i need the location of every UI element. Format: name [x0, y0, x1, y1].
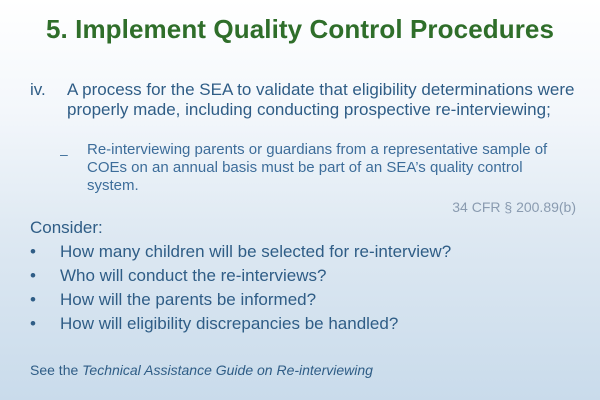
bullet-icon: •: [30, 242, 36, 261]
bullet-icon: •: [30, 314, 36, 333]
item-text: A process for the SEA to validate that eligibility determinations were properly made, including conducting prospective re-interviewing;: [67, 80, 575, 119]
item-marker: iv.: [30, 80, 46, 99]
bullet-icon: •: [30, 266, 36, 285]
guide-title: Technical Assistance Guide on Re-interviewing: [82, 362, 373, 378]
list-item-text: How will the parents be informed?: [60, 290, 317, 309]
list-item-text: Who will conduct the re-interviews?: [60, 266, 327, 285]
list-item-text: How many children will be selected for re-interview?: [60, 242, 452, 261]
consider-heading: Consider:: [30, 218, 103, 237]
slide-title: 5. Implement Quality Control Procedures: [45, 14, 555, 44]
sub-item-marker: –: [60, 146, 68, 162]
footer-note: [30, 362, 373, 378]
list-item-text: How will eligibility discrepancies be handled?: [60, 314, 399, 333]
sub-item-text: Re-interviewing parents or guardians from a representative sample of COEs on an annual basis must be part of an SEA’s quality control system.: [87, 141, 548, 194]
bullet-icon: •: [30, 290, 36, 309]
footer-prefix: See the: [30, 362, 83, 378]
regulation-citation: 34 CFR § 200.89(b): [452, 199, 576, 215]
